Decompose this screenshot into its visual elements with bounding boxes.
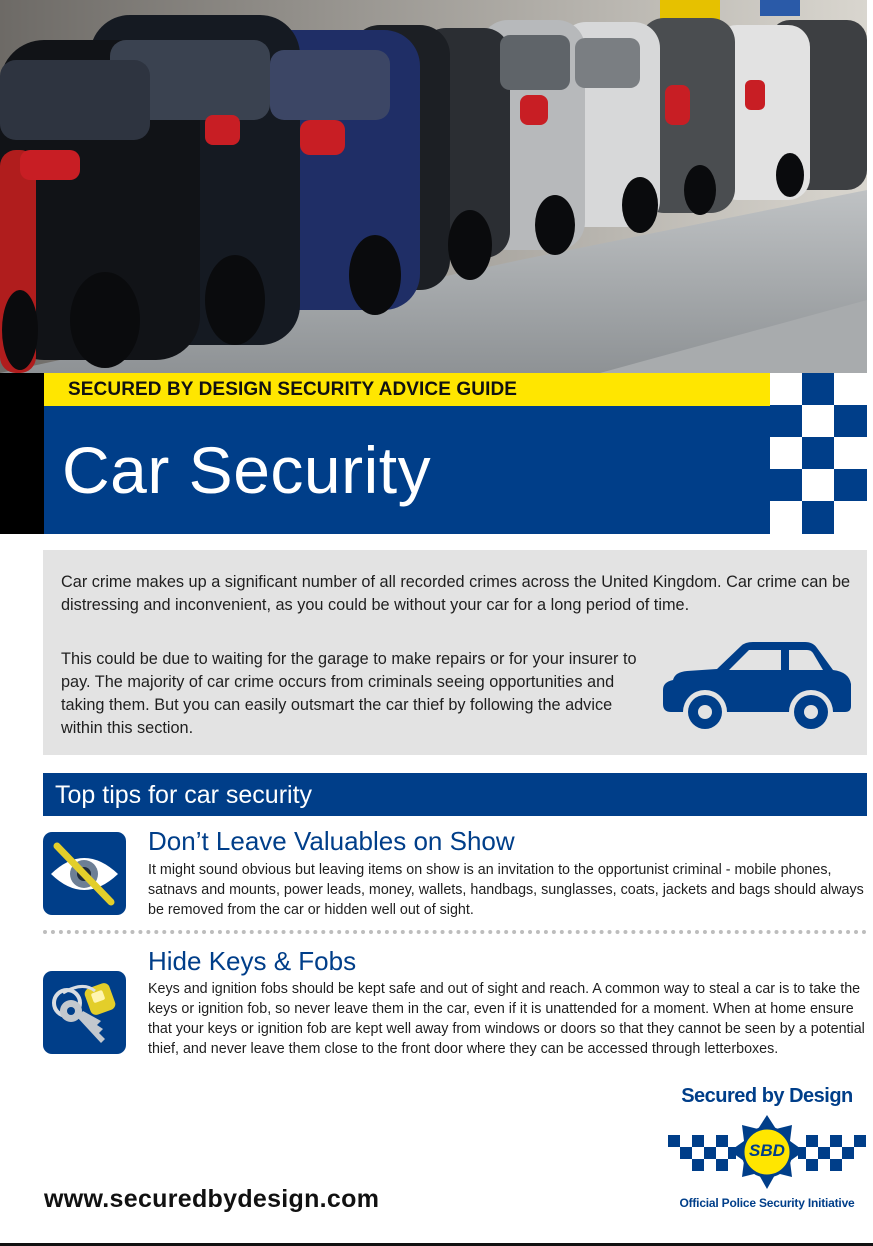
page-title: Car Security: [62, 433, 432, 507]
title-bar: [44, 406, 770, 534]
left-accent-strip: [0, 373, 44, 534]
sbd-badge-text: SBD: [749, 1141, 785, 1160]
intro-box: [43, 550, 867, 755]
intro-paragraph: Car crime makes up a significant number of all recorded crimes across the United Kingdom. Car crime can be distressing and inconvenient, as you could be without your car for a long period of time.: [61, 573, 851, 614]
keys-fob-icon: [43, 971, 126, 1054]
sbd-logo: [664, 1085, 870, 1215]
crossed-eye-icon: [43, 832, 126, 915]
section-divider: [43, 930, 867, 934]
tips-section-title: Top tips for car security: [55, 781, 313, 809]
checker-pattern: [770, 373, 867, 534]
sbd-logo-name: Secured by Design: [681, 1085, 853, 1107]
guide-banner: [44, 373, 770, 406]
hero-photo: [0, 0, 867, 373]
tip-title: Hide Keys & Fobs: [148, 946, 357, 976]
car-icon: [655, 638, 855, 738]
guide-banner-label: SECURED BY DESIGN SECURITY ADVICE GUIDE: [68, 379, 518, 400]
tips-section-header: [43, 773, 867, 816]
tip-text: It might sound obvious but leaving items on show is an invitation to the opportunist criminal - mobile phones, satnavs and mounts, power leads, money, wallets, handbags, sunglasses, coats, jackets and bags should always be removed from the car or hidden well out of sight.: [148, 862, 864, 918]
sbd-logo-tagline: Official Police Security Initiative: [679, 1196, 855, 1210]
website-link[interactable]: www.securedbydesign.com: [44, 1185, 380, 1213]
parked-cars-photo: [0, 0, 867, 373]
tip-title: Don’t Leave Valuables on Show: [148, 826, 515, 856]
intro-paragraph: This could be due to waiting for the garage to make repairs or for your insurer to pay. The majority of car crime occurs from criminals seeing opportunities and taking them. But you can easily outsmart the car thief by following the advice within this section.: [61, 650, 637, 737]
tip-text: Keys and ignition fobs should be kept safe and out of sight and reach. A common way to steal a car is to take the keys or ignition fob, so never leave them in the car, even if it is unattended for a moment. When at home ensure that your keys or ignition fob are kept well away from windows or doors so that they cannot be seen by a potential thief, and never leave them close to the front door where they can be accessed through letterboxes.: [148, 981, 865, 1057]
